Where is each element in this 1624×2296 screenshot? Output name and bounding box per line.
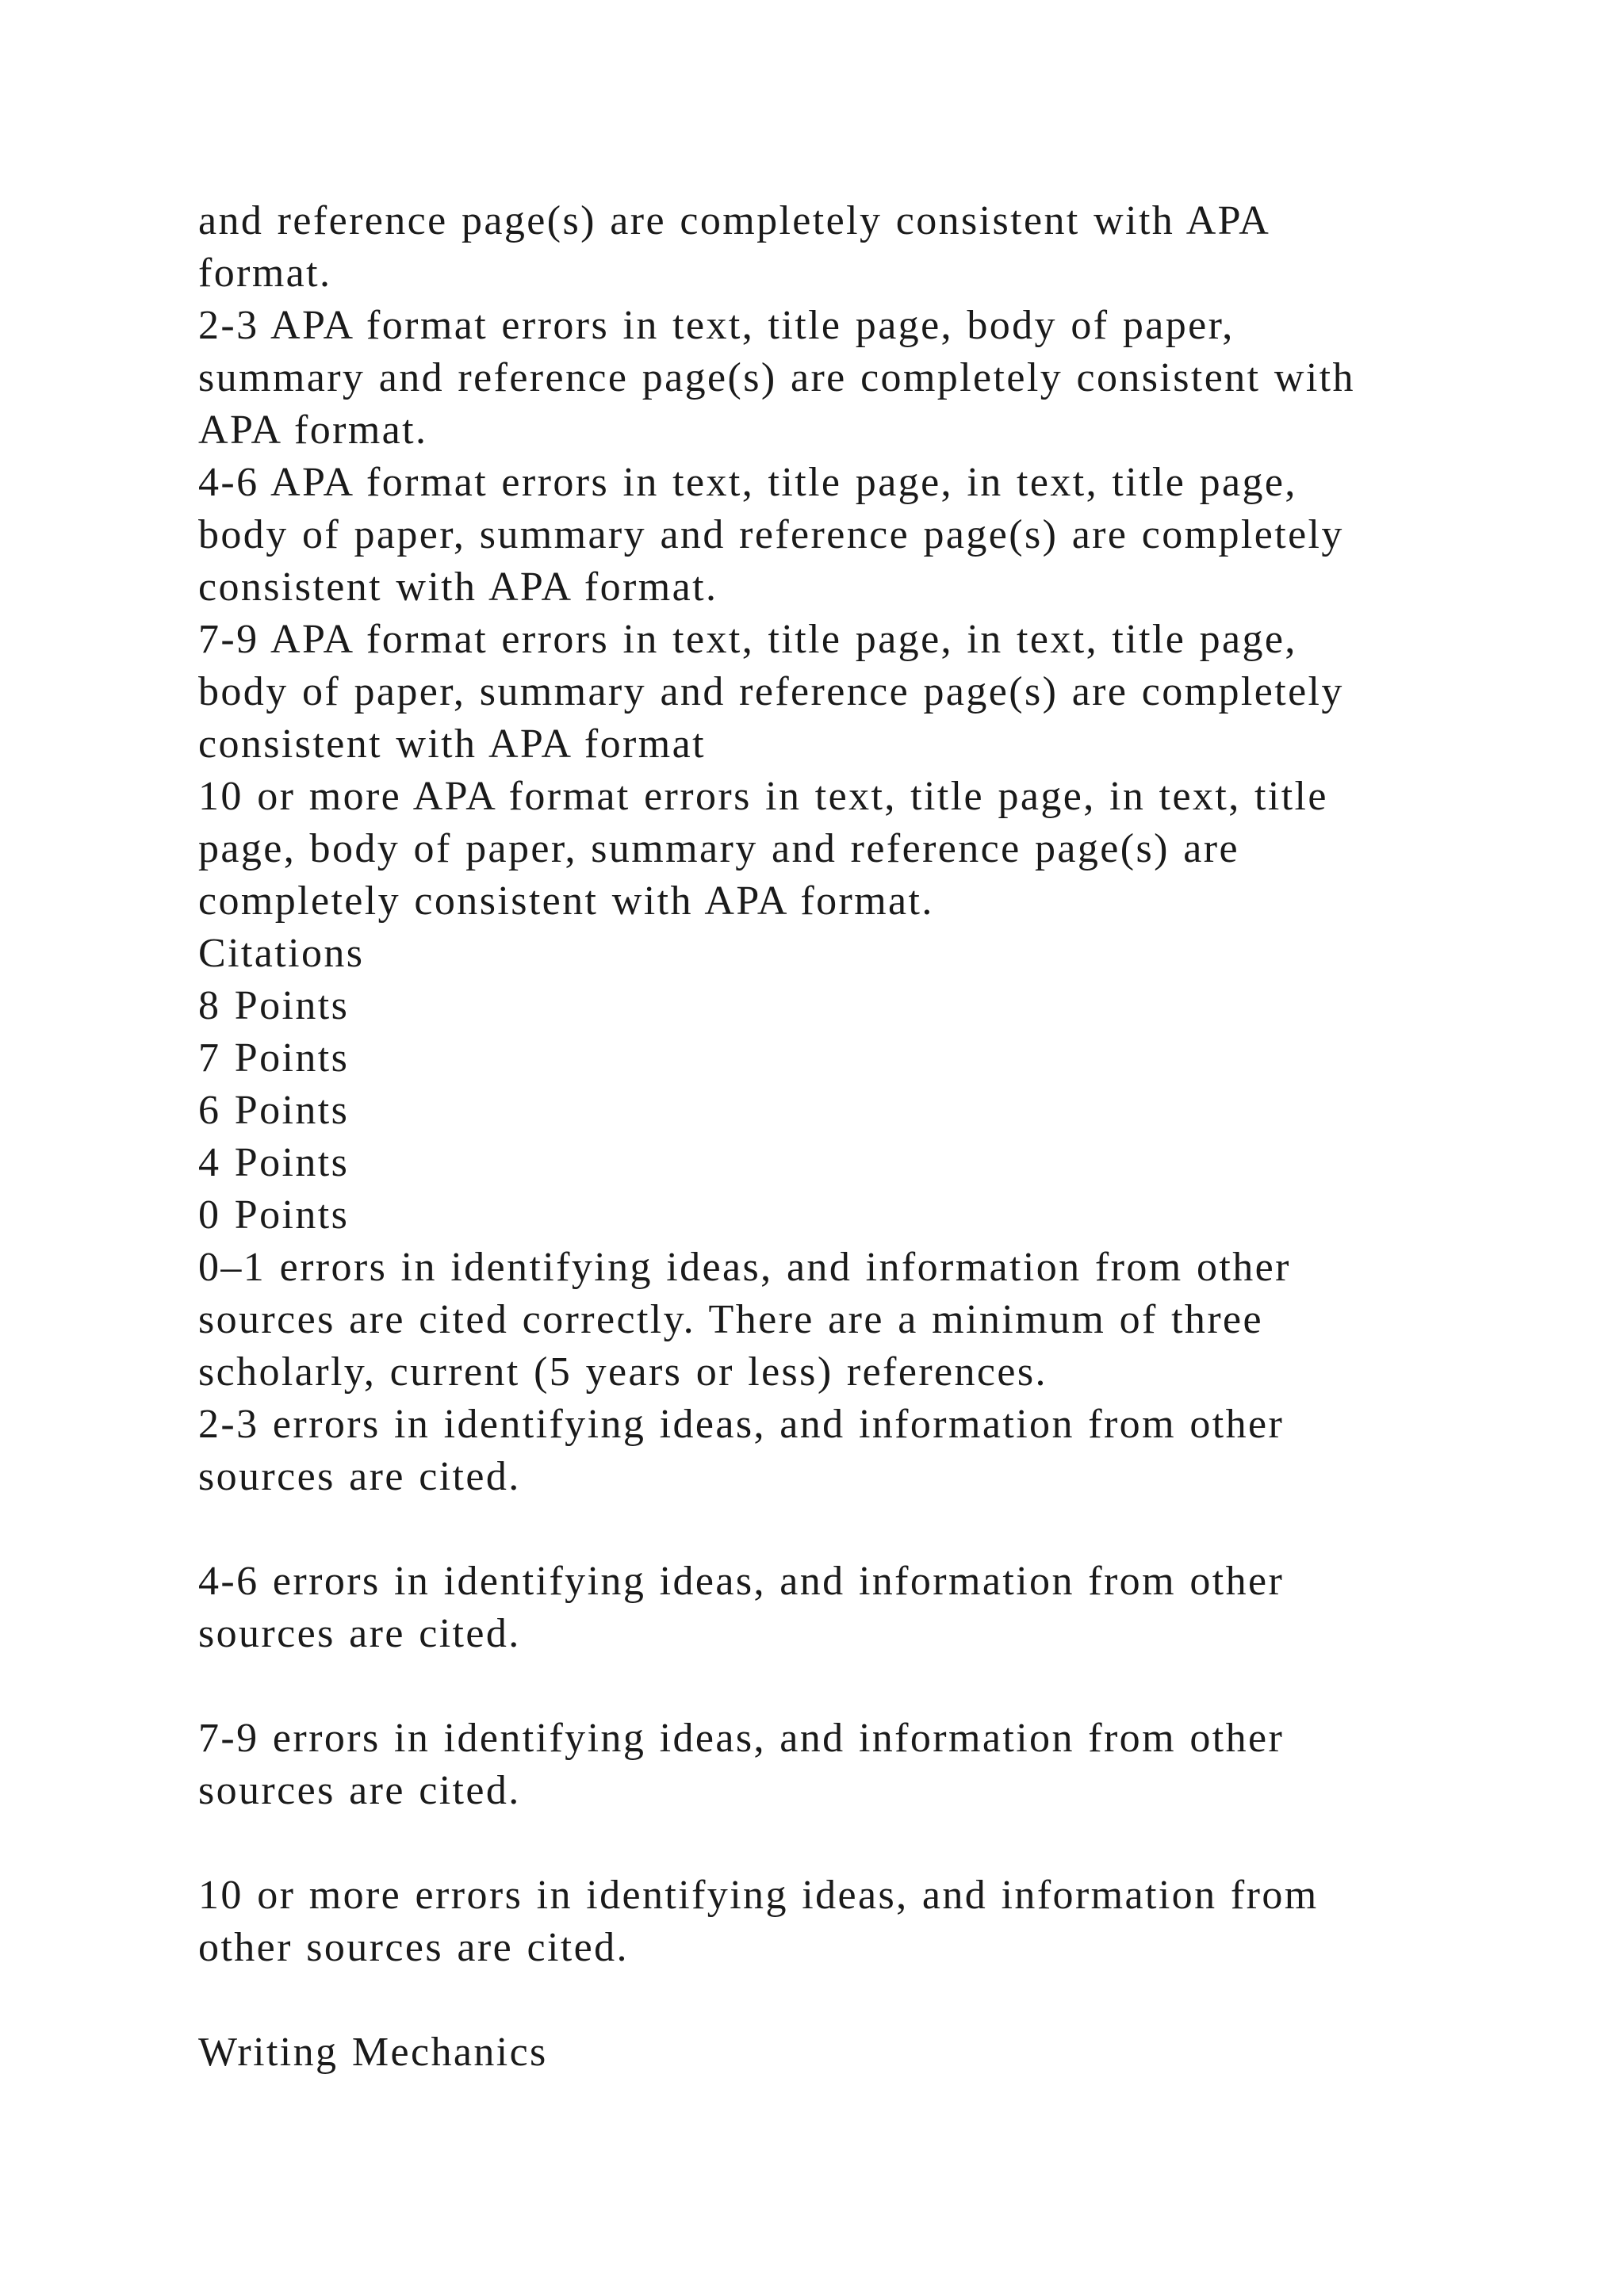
citations-criterion-2-3-errors: 2-3 errors in identifying ideas, and information from other sources are cited. (198, 1402, 1285, 1499)
points-level-4: 4 Points (198, 1140, 350, 1185)
apa-criterion-2-3-errors: 2-3 APA format errors in text, title page, body of paper, summary and reference page(s) are completely consistent with APA format. (198, 303, 1355, 453)
points-level-8: 8 Points (198, 983, 350, 1028)
apa-criterion-7-9-errors: 7-9 APA format errors in text, title page, in text, title page, body of paper, summary and reference page(s) are completely consistent with APA format (198, 617, 1344, 767)
citations-criterion-4-6-errors: 4-6 errors in identifying ideas, and information from other sources are cited. (198, 1559, 1285, 1656)
points-level-6: 6 Points (198, 1088, 350, 1133)
citations-criterion-0-1-errors: 0–1 errors in identifying ideas, and information from other sources are cited correctly. There are a minimum of three scholarly, current (5 years or less) references. (198, 1245, 1291, 1395)
citations-criterion-7-9-errors: 7-9 errors in identifying ideas, and information from other sources are cited. (198, 1716, 1285, 1813)
apa-criterion-10-plus-errors: 10 or more APA format errors in text, title page, in text, title page, body of paper, summary and reference page(s) are completely consistent with APA format. (198, 774, 1328, 924)
points-level-0: 0 Points (198, 1192, 350, 1238)
section-heading-citations: Citations (198, 931, 365, 976)
section-heading-writing-mechanics: Writing Mechanics (198, 2030, 548, 2075)
points-level-7: 7 Points (198, 1035, 350, 1081)
apa-criterion-4-6-errors: 4-6 APA format errors in text, title page, in text, title page, body of paper, summary and reference page(s) are completely consistent with APA format. (198, 460, 1344, 610)
apa-criterion-continued: and reference page(s) are completely consistent with APA format. (198, 198, 1271, 296)
citations-criterion-10-plus-errors: 10 or more errors in identifying ideas, and information from other sources are cited. (198, 1873, 1319, 1970)
document-body (198, 195, 1435, 2079)
